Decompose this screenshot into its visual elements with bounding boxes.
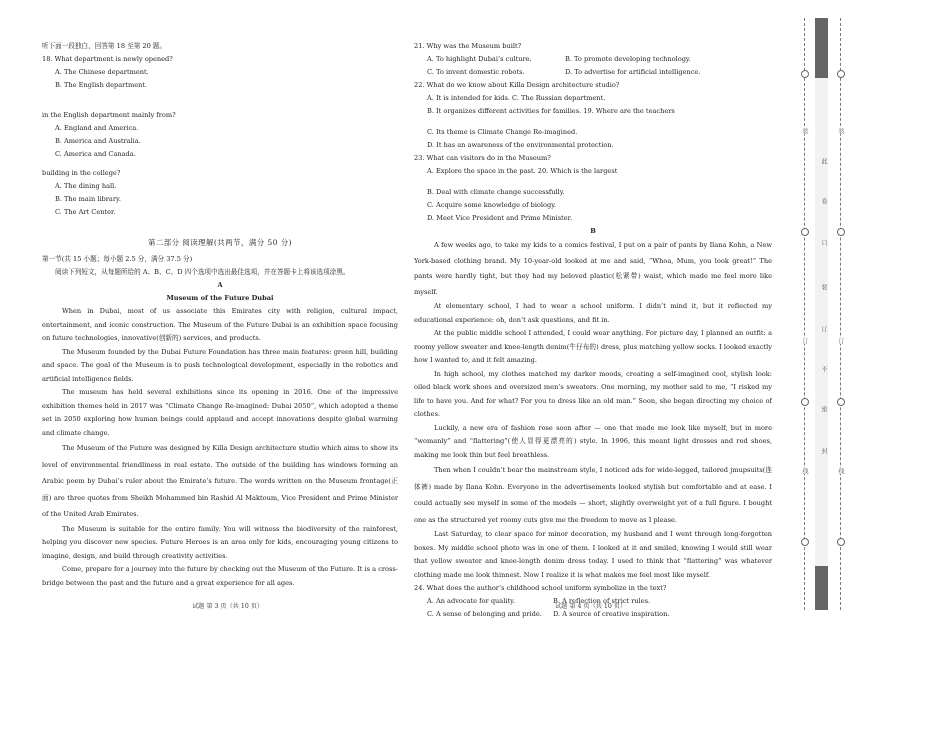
question-24-stem: 24. What does the author’s childhood school uniform symbolize in the text? — [414, 584, 667, 592]
section-one-heading: 第一节(共 15 小题；每小题 2.5 分，满分 37.5 分) — [42, 255, 193, 263]
binding-line-label: 装 — [801, 128, 808, 134]
passage-b-para-6: Then when I couldn’t bear the mainstream style, I noticed ads for wide-legged, tailored jmupsuits(连体裤) made by Ilana Kohn. Everyone in the advertisements looked stylish but comfortable and at ease. I could actually see myself in some of the models — short, slightly overweight yet of a full figure. I bought one as the structured yet roomy cuts give me the freedom to move as I please. — [414, 466, 772, 524]
q19-option-b: B. America and Australia. — [55, 137, 141, 145]
binding-line-label: 装 — [837, 128, 844, 134]
question-19-stem: in the English department mainly from? — [42, 111, 176, 119]
q22-option-c: C. Its theme is Climate Change Re-imagined. — [427, 128, 578, 136]
binding-line-label: 订 — [801, 338, 808, 344]
binding-hole-icon — [801, 228, 809, 236]
left-column — [42, 40, 398, 590]
q21-option-c: C. To invent domestic robots. — [427, 68, 525, 76]
binding-mark: 此 — [820, 158, 827, 164]
question-23-stem: 23. What can visitors do in the Museum? — [414, 154, 551, 162]
binding-strip — [790, 18, 860, 610]
binding-tab-top — [815, 18, 828, 78]
q19-option-c: C. America and Canada. — [55, 150, 136, 158]
binding-hole-icon — [801, 398, 809, 406]
binding-hole-icon — [837, 538, 845, 546]
passage-a-para-4: The Museum of the Future was designed by Killa Design architecture studio which aims to show its level of environmental friendliness in real estate. The outside of the building has windows forming an Arabic poem by Dubai’s ruler about the Emirate’s future. The words written on the Museum frontage(正面) are three quotes from Sheikh Mohammed bin Rashid Al Maktoum, Vice President and Prime Minister of the United Arab Emirates. — [42, 444, 398, 518]
question-18-stem: 18. What department is newly opened? — [42, 55, 173, 63]
q23-option-d: D. Meet Vice President and Prime Minister. — [427, 214, 573, 222]
q24-option-a: A. An advocate for quality. — [427, 597, 516, 605]
page-footer-left: 试题 第 3 页（共 10 页） — [192, 603, 264, 610]
question-21-stem: 21. Why was the Museum built? — [414, 42, 522, 50]
passage-b-para-2: At elementary school, I had to wear a school uniform. I didn’t mind it, but it reflected my educational experience: oh, don’t ask questions, and fit in. — [414, 302, 772, 324]
passage-a-para-5: The Museum is suitable for the entire family. You will witness the biodiversity of the rainforest, helping you discover new species. Future Heroes is an area only for kids, encouraging young citizens to imagine, design, and build through creativity activities. — [42, 524, 398, 560]
listening-intro: 听下面一段独白，回答第 18 至第 20 题。 — [42, 42, 167, 50]
passage-a-title: Museum of the Future Dubai — [166, 294, 274, 302]
right-column — [414, 40, 772, 621]
passage-b-para-7: Last Saturday, to clear space for minor decoration, my husband and I went through long-forgotten boxes. My middle school photo was in one of them. I looked at it and smiled, knowing I would still wear that yellow sweater and knee-length denim dress today. I used to think that “flattering” was whatever clothing made me look thinnest. Now I realize it is what makes me feel most like myself. — [414, 530, 772, 579]
q20-option-b: B. The main library. — [55, 195, 121, 203]
binding-mark: 装 — [820, 284, 827, 290]
q18-option-b: B. The English department. — [55, 81, 148, 89]
binding-tab-bottom — [815, 566, 828, 610]
passage-b-label: B — [590, 227, 596, 235]
binding-mark: 只 — [820, 240, 827, 246]
binding-hole-icon — [837, 70, 845, 78]
passage-b-para-5: Luckily, a new era of fashion rose soon after — one that made me look like myself, but in more “womanly” and “flattering”(使人显得更漂亮的) style. In 1996, this meant light dresses and red shoes, making me look thin but feel breathless. — [414, 423, 772, 459]
q21-option-a: A. To highlight Dubai’s culture. — [427, 55, 532, 63]
q20-option-c: C. The Art Center. — [55, 208, 116, 216]
q21-option-b: B. To promote developing technology. — [565, 55, 691, 63]
passage-a-para-3: The museum has held several exhibitions since its opening in 2016. One of the impressive exhibition themes held in 2017 was “Climate Change Re-imagined: Dubai 2050”, which adopted a theme set in 2050 exploring how human beings could applaud and accept innovations despite global warming and climate change. — [42, 388, 398, 437]
passage-a-label: A — [217, 281, 223, 289]
passage-b-para-4: In high school, my clothes matched my darker moods, creating a self-imagined cool, stylish look: oiled black work shoes and oversized men’s sweaters. One morning, my mother said to me, “I risked my life to have you. And for what? For you to dress like an old man.” Soon, she began directing my choice of clothes. — [414, 369, 772, 418]
part-two-title: 第二部分 阅读理解(共两节，满分 50 分) — [147, 238, 293, 247]
binding-line-label: 线 — [801, 468, 808, 474]
binding-hole-icon — [837, 398, 845, 406]
reading-instruction: 阅读下列短文，从每题所给的 A、B、C、D 四个选项中选出最佳选项，并在答题卡上将该选项涂黑。 — [55, 268, 350, 276]
q24-option-b: B. A reflection of strict rules. — [553, 597, 651, 605]
binding-mark: 卷 — [820, 198, 827, 204]
passage-a-para-1: When in Dubai, most of us associate this Emirates city with religion, cultural impact, entertainment, and iconic construction. The Museum of the Future Dubai is an exhibition space focusing on future technologies, innovative(创新的) services, and products. — [42, 307, 398, 342]
q18-option-a: A. The Chinese department. — [55, 68, 149, 76]
binding-hole-icon — [801, 70, 809, 78]
dashed-line-inner — [840, 18, 841, 610]
q20-option-a: A. The dining hall. — [55, 182, 117, 190]
q23-option-b: B. Deal with climate change successfully. — [427, 188, 565, 196]
binding-mark: 封 — [820, 448, 827, 454]
q24-option-c: C. A sense of belonging and pride. — [427, 610, 542, 618]
dashed-line-outer — [804, 18, 805, 610]
q23-option-c: C. Acquire some knowledge of biology. — [427, 201, 557, 209]
binding-hole-icon — [837, 228, 845, 236]
passage-a-para-6: Come, prepare for a journey into the future by checking out the Museum of the Future. It is a cross-bridge between the past and the future and a great experience for all ages. — [42, 565, 398, 587]
q22-option-a: A. It is intended for kids. C. The Russian department. — [427, 94, 606, 102]
question-20-stem: building in the college? — [42, 169, 121, 177]
binding-line-label: 线 — [837, 468, 844, 474]
q23-option-a: A. Explore the space in the past. 20. Which is the largest — [427, 167, 618, 175]
binding-mark: 不 — [820, 366, 827, 372]
passage-b-para-3: At the public middle school I attended, I could wear anything. For picture day, I planned an outfit: a roomy yellow sweater and knee-length denim(牛仔布的) dress, plus matching yellow socks. I looked exactly how I wanted to, and it felt amazing. — [414, 329, 772, 364]
q19-option-a: A. England and America. — [55, 124, 139, 132]
q22-option-d: D. It has an awareness of the environmental protection. — [427, 141, 614, 149]
binding-mark: 密 — [820, 406, 827, 412]
page-footer-right: 试题 第 4 页（共 10 页） — [555, 603, 627, 610]
q22-option-b: B. It organizes different activities for families. 19. Where are the teachers — [427, 107, 675, 115]
q24-option-d: D. A source of creative inspiration. — [553, 610, 670, 618]
binding-hole-icon — [801, 538, 809, 546]
q21-option-d: D. To advertise for artificial intelligence. — [565, 68, 701, 76]
binding-line-label: 订 — [837, 338, 844, 344]
binding-mark: 订 — [820, 326, 827, 332]
passage-a-para-2: The Museum founded by the Dubai Future Foundation has three main features: green hill, building and space. The goal of the Museum is to push technological development, especially in the robotics and artificial intelligence fields. — [42, 347, 398, 383]
passage-b-para-1: A few weeks ago, to take my kids to a comics festival, I put on a pair of pants by Ilana Kohn, a New York-based clothing brand. My 10-year-old looked at me and said, “Whoa, Mum, you look great!” The pants were hardly tight, but they had my beloved plastic(松紧带) waist, which made me feel more like myself. — [414, 241, 772, 296]
question-22-stem: 22. What do we know about Killa Design architecture studio? — [414, 81, 620, 89]
